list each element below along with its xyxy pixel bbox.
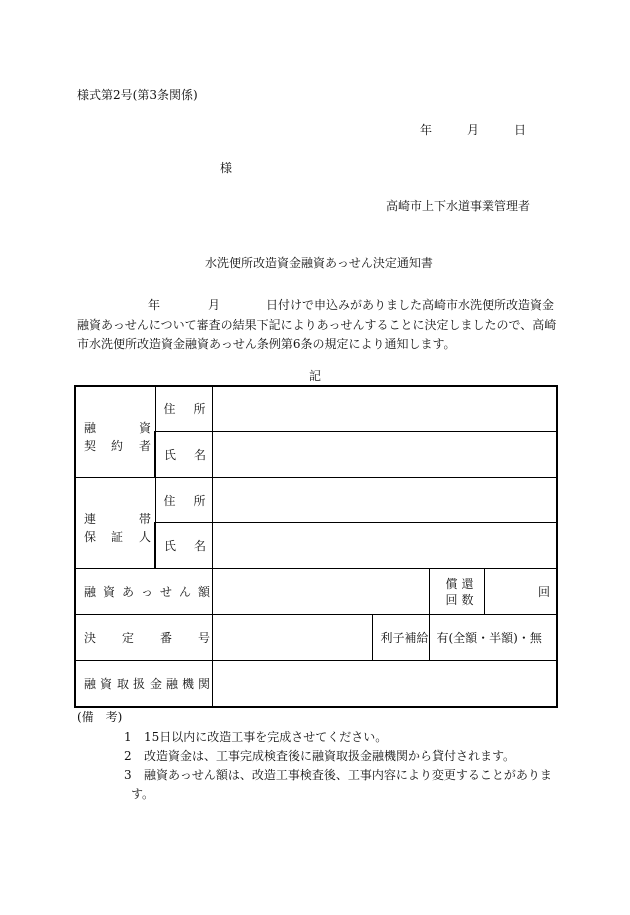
repayment-unit: 回: [537, 584, 550, 599]
label-character: 氏: [164, 447, 177, 462]
form-id: 様式第2号(第3条関係): [77, 88, 198, 102]
label-character: 名: [194, 447, 207, 462]
label-character: 証: [111, 529, 124, 544]
label-character: 人: [139, 529, 152, 544]
label-character: 住: [163, 402, 176, 416]
label-character: 帯: [139, 511, 152, 526]
label-character: 氏: [164, 538, 177, 553]
notes-heading: (備 考): [77, 710, 123, 724]
repayment-count-label: [429, 568, 484, 614]
note-2-num: 2: [124, 749, 132, 763]
label-character: 契: [84, 439, 97, 453]
body-year: 年: [148, 298, 161, 312]
label-character: 資: [139, 421, 152, 435]
repayment-count-field[interactable]: [484, 568, 557, 614]
label-character: 額: [198, 584, 211, 599]
issuer: 高崎市上下水道事業管理者: [386, 199, 531, 213]
borrower-address-field[interactable]: [212, 386, 557, 431]
note-1-text: 15日以内に改造工事を完成させてください。: [144, 730, 388, 744]
label-character: 融: [84, 584, 97, 599]
body-line2: 融資あっせんについて審査の結果下記によりあっせんすることに決定しましたので、高崎: [77, 317, 557, 332]
loan-amount-label: [75, 568, 212, 614]
label-character: 定: [122, 630, 135, 645]
label-character: 連: [84, 511, 97, 526]
label-character: 約: [111, 439, 124, 453]
guarantor-address-label: [155, 477, 212, 522]
label-character: 機: [182, 676, 195, 691]
guarantor-address-field[interactable]: [212, 477, 557, 522]
loan-amount-field[interactable]: [212, 568, 429, 614]
date-year: 年: [420, 123, 433, 137]
label-character: 所: [193, 402, 206, 416]
body-line3: 市水洗便所改造資金融資あっせん条例第6条の規定により通知します。: [77, 337, 456, 351]
label-character: 融: [84, 676, 97, 691]
borrower-address-label: [155, 386, 212, 431]
guarantor-label: [75, 477, 155, 568]
body-paragraph: [77, 296, 561, 355]
label-character: 金: [150, 676, 163, 691]
label-character: ん: [179, 584, 192, 599]
label-character: 資: [103, 584, 116, 599]
label-character: 融: [84, 421, 97, 435]
document-title: 水洗便所改造資金融資あっせん決定通知書: [205, 256, 433, 270]
label-character: 資: [100, 676, 113, 691]
interest-options[interactable]: [429, 614, 557, 660]
label-character: 決: [84, 630, 97, 645]
interest-subsidy-label: [372, 614, 429, 660]
body-line1: 日付けで申込みがありました高崎市水洗便所改造資金: [266, 298, 555, 312]
institution-field[interactable]: [212, 660, 557, 707]
label-character: 償: [445, 576, 458, 591]
decision-number-field[interactable]: [212, 614, 372, 660]
label-character: 番: [160, 630, 173, 645]
decision-number-label: [75, 614, 212, 660]
label-character: 利子補給: [380, 630, 429, 645]
label-character: っ: [141, 584, 154, 599]
label-character: 所: [193, 493, 206, 508]
note-1-num: 1: [124, 730, 132, 744]
label-character: 扱: [133, 676, 146, 691]
guarantor-name-field[interactable]: [212, 522, 557, 568]
label-character: 融: [166, 676, 179, 691]
label-character: 有(全額・半額)・無: [436, 630, 542, 645]
label-character: 取: [117, 676, 130, 691]
borrower-label: [75, 386, 155, 477]
label-character: 数: [461, 592, 474, 607]
borrower-name-label: [155, 431, 212, 477]
date-day: 日: [514, 123, 527, 137]
note-3-num: 3: [124, 768, 132, 782]
borrower-name-field[interactable]: [212, 431, 557, 477]
note-2-text: 改造資金は、工事完成検査後に融資取扱金融機関から貸付されます。: [144, 749, 516, 763]
details-table: [74, 385, 558, 708]
body-month: 月: [208, 298, 221, 312]
guarantor-name-label: [155, 522, 212, 568]
label-character: 保: [84, 529, 97, 544]
label-character: 住: [163, 493, 176, 508]
label-character: せ: [160, 584, 173, 599]
label-character: 回: [445, 592, 458, 607]
label-character: 還: [461, 576, 474, 591]
note-3-cont: す。: [131, 787, 155, 801]
ki-heading: 記: [309, 369, 322, 383]
note-3-text: 融資あっせん額は、改造工事検査後、工事内容により変更することがありま: [144, 768, 552, 782]
label-character: あ: [122, 584, 135, 599]
institution-label: [75, 660, 212, 707]
label-character: 者: [139, 439, 152, 453]
label-character: 関: [198, 676, 211, 691]
label-character: 号: [198, 630, 211, 645]
date-month: 月: [467, 123, 480, 137]
recipient-suffix: 様: [220, 161, 233, 175]
label-character: 名: [194, 538, 207, 553]
